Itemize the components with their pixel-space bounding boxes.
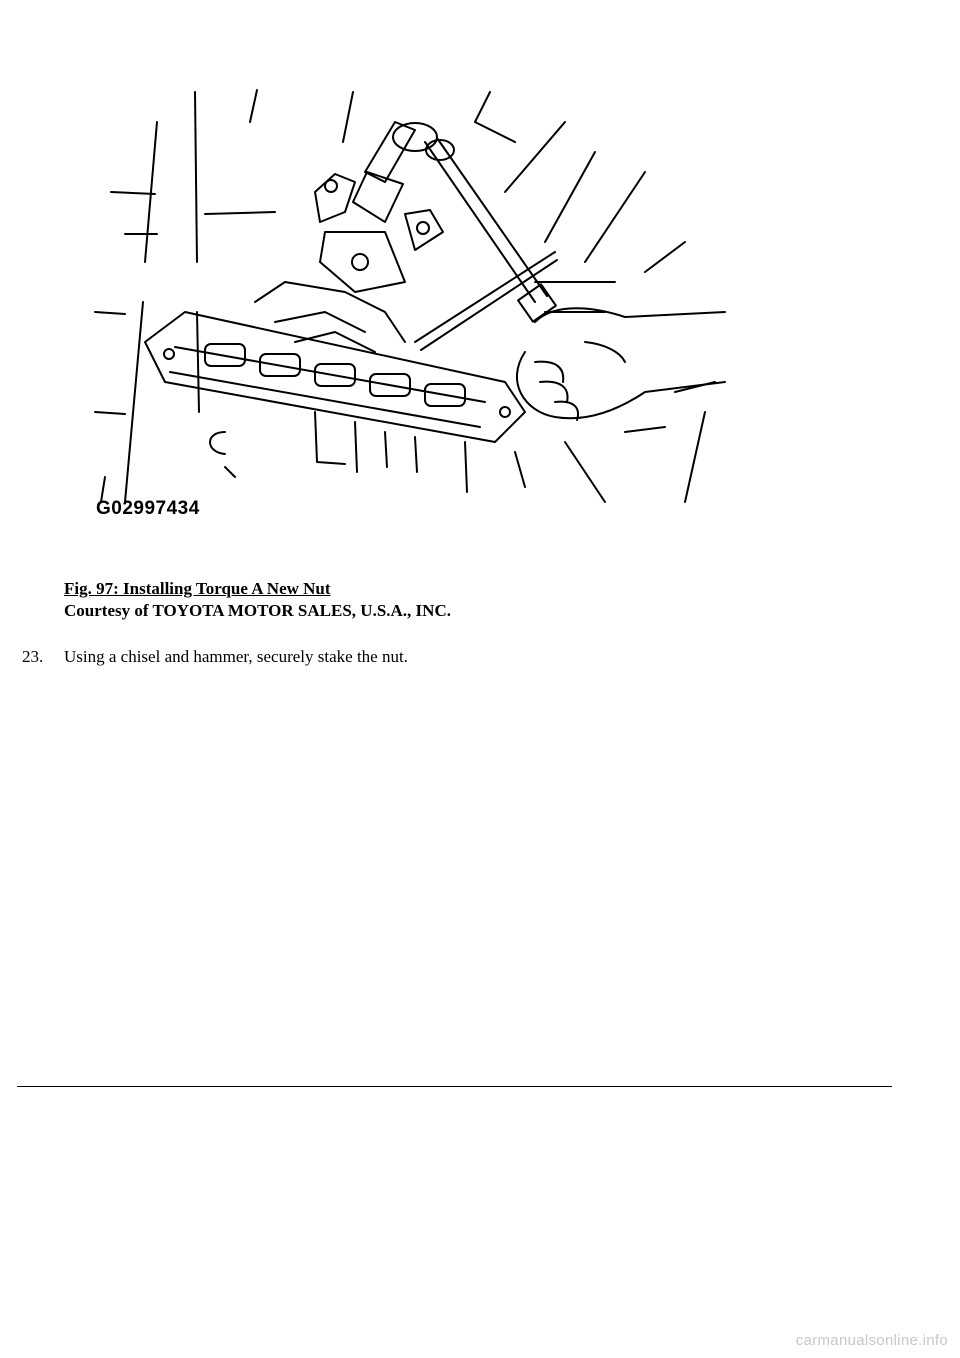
page-divider	[17, 1086, 892, 1087]
procedure-step	[22, 646, 408, 668]
figure-caption	[64, 578, 451, 622]
step-number: 23.	[22, 647, 44, 666]
figure-title-link[interactable]: Fig. 97: Installing Torque A New Nut	[64, 579, 331, 598]
figure-illustration	[85, 82, 735, 522]
watermark: carmanualsonline.info	[795, 1332, 948, 1349]
figure-courtesy: Courtesy of TOYOTA MOTOR SALES, U.S.A., INC.	[64, 601, 451, 620]
step-text: Using a chisel and hammer, securely stake the nut.	[64, 647, 408, 666]
figure-code-label: G02997434	[96, 498, 200, 519]
torque-wrench-drawing	[85, 82, 735, 522]
